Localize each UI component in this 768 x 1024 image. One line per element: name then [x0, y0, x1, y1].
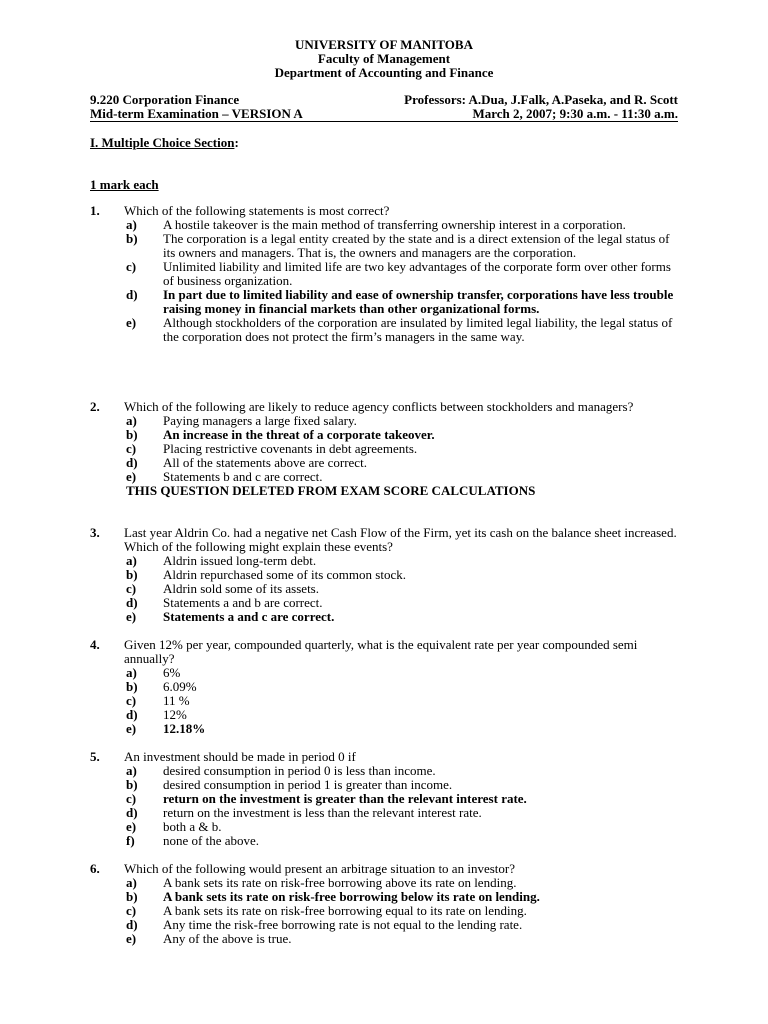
option-d: [90, 596, 690, 610]
question-text: Given 12% per year, compounded quarterly, what is the equivalent rate per year compounded semi annually?: [124, 637, 638, 666]
option-label: c): [126, 441, 137, 456]
option-a: [90, 666, 690, 680]
option-label: b): [126, 427, 138, 442]
option-label: e): [126, 931, 137, 946]
option-label: a): [126, 553, 137, 568]
option-c: [90, 442, 690, 456]
question-number: 3.: [90, 525, 100, 540]
question-5: [90, 750, 690, 848]
section-title-text: I. Multiple Choice Section: [90, 135, 235, 150]
option-text: Aldrin repurchased some of its common stock.: [163, 567, 406, 582]
option-text: All of the statements above are correct.: [163, 455, 367, 470]
option-text: desired consumption in period 1 is greater than income.: [163, 777, 453, 792]
option-text: return on the investment is less than the relevant interest rate.: [163, 805, 482, 820]
option-c: [90, 260, 690, 288]
option-text: return on the investment is greater than the relevant interest rate.: [163, 791, 527, 806]
option-text: Statements a and b are correct.: [163, 595, 323, 610]
option-text: none of the above.: [163, 833, 260, 848]
question-text: Last year Aldrin Co. had a negative net Cash Flow of the Firm, yet its cash on the balance sheet increased. Which of the following might explain these events?: [124, 525, 677, 554]
option-text: 12%: [163, 707, 187, 722]
question-6: [90, 862, 690, 946]
section-title: [90, 136, 239, 150]
option-text: A bank sets its rate on risk-free borrowing above its rate on lending.: [163, 875, 517, 890]
option-text: A bank sets its rate on risk-free borrowing equal to its rate on lending.: [163, 903, 527, 918]
option-text: A hostile takeover is the main method of transferring ownership interest in a corporation.: [163, 217, 626, 232]
option-text: The corporation is a legal entity created by the state and is a direct extension of the legal status of its owners and managers. That is, the owners and managers are the corporation.: [163, 231, 670, 260]
option-text: Any of the above is true.: [163, 931, 292, 946]
option-label: d): [126, 287, 138, 302]
option-b: [90, 568, 690, 582]
option-a: [90, 876, 690, 890]
option-label: c): [126, 581, 137, 596]
option-d-correct: [90, 288, 690, 316]
question-number: 5.: [90, 749, 100, 764]
question-4: [90, 638, 690, 736]
option-text: 11 %: [163, 693, 190, 708]
option-a: [90, 764, 690, 778]
question-number: 2.: [90, 399, 100, 414]
option-c: [90, 904, 690, 918]
question-number: 1.: [90, 203, 100, 218]
option-text: Aldrin issued long-term debt.: [163, 553, 317, 568]
option-label: a): [126, 665, 137, 680]
option-label: d): [126, 805, 138, 820]
option-b-correct: [90, 428, 690, 442]
exam-date: March 2, 2007; 9:30 a.m. - 11:30 a.m.: [472, 106, 678, 121]
option-label: e): [126, 469, 137, 484]
professors-line: Professors: A.Dua, J.Falk, A.Paseka, and R. Scott: [404, 92, 678, 107]
option-b: [90, 778, 690, 792]
option-text: Statements a and c are correct.: [163, 609, 335, 624]
option-d: [90, 708, 690, 722]
option-a: [90, 218, 690, 232]
option-text: both a & b.: [163, 819, 222, 834]
option-label: a): [126, 217, 137, 232]
question-text: Which of the following would present an arbitrage situation to an investor?: [124, 861, 515, 876]
option-label: e): [126, 315, 137, 330]
option-label: a): [126, 875, 137, 890]
question-number: 6.: [90, 861, 100, 876]
option-label: c): [126, 259, 137, 274]
question-3: [90, 526, 690, 624]
option-d: [90, 918, 690, 932]
option-d: [90, 456, 690, 470]
section-title-colon: :: [234, 135, 239, 150]
option-text: An increase in the threat of a corporate takeover.: [163, 427, 435, 442]
option-d: [90, 806, 690, 820]
option-label: a): [126, 763, 137, 778]
option-label: c): [126, 791, 137, 806]
option-label: d): [126, 455, 138, 470]
department-name: Department of Accounting and Finance: [274, 65, 494, 80]
option-text: Placing restrictive covenants in debt agreements.: [163, 441, 418, 456]
option-text: In part due to limited liability and ease of ownership transfer, corporations have less trouble raising money in financial markets than other organizational forms.: [163, 287, 674, 316]
option-b: [90, 232, 690, 260]
marks-note: 1 mark each: [90, 177, 159, 192]
option-label: e): [126, 609, 137, 624]
option-label: d): [126, 595, 138, 610]
option-text: A bank sets its rate on risk-free borrowing below its rate on lending.: [163, 889, 540, 904]
option-label: b): [126, 889, 138, 904]
option-c-correct: [90, 792, 690, 806]
option-label: c): [126, 693, 137, 708]
option-label: b): [126, 567, 138, 582]
faculty-name: Faculty of Management: [317, 51, 451, 66]
option-b-correct: [90, 890, 690, 904]
option-label: b): [126, 777, 138, 792]
option-label: b): [126, 679, 138, 694]
question-text: An investment should be made in period 0 if: [124, 749, 356, 764]
exam-title: Mid-term Examination – VERSION A: [90, 106, 303, 121]
option-e: [90, 820, 690, 834]
option-a: [90, 414, 690, 428]
option-label: d): [126, 917, 138, 932]
option-label: c): [126, 903, 137, 918]
option-c: [90, 582, 690, 596]
option-e-correct: [90, 722, 690, 736]
option-text: Any time the risk-free borrowing rate is not equal to the lending rate.: [163, 917, 523, 932]
university-name: UNIVERSITY OF MANITOBA: [295, 37, 473, 52]
option-e: [90, 470, 690, 484]
option-text: 6%: [163, 665, 181, 680]
option-text: Statements b and c are correct.: [163, 469, 323, 484]
question-1: [90, 204, 690, 344]
option-text: Aldrin sold some of its assets.: [163, 581, 319, 596]
option-f: [90, 834, 690, 848]
option-text: desired consumption in period 0 is less than income.: [163, 763, 436, 778]
option-text: Paying managers a large fixed salary.: [163, 413, 357, 428]
option-label: d): [126, 707, 138, 722]
question-text: Which of the following are likely to reduce agency conflicts between stockholders and managers?: [124, 399, 634, 414]
option-b: [90, 680, 690, 694]
option-text: 6.09%: [163, 679, 197, 694]
option-c: [90, 694, 690, 708]
option-text: 12.18%: [163, 721, 206, 736]
option-text: Although stockholders of the corporation are insulated by limited legal liability, the legal status of the corporation does not protect the firm’s managers in the same way.: [163, 315, 673, 344]
option-label: a): [126, 413, 137, 428]
question-number: 4.: [90, 637, 100, 652]
deleted-question-note: THIS QUESTION DELETED FROM EXAM SCORE CALCULATIONS: [126, 483, 536, 498]
option-label: e): [126, 721, 137, 736]
option-a: [90, 554, 690, 568]
question-2: [90, 400, 690, 498]
option-label: f): [126, 833, 135, 848]
course-title: 9.220 Corporation Finance: [90, 92, 240, 107]
question-text: Which of the following statements is most correct?: [124, 203, 390, 218]
option-label: b): [126, 231, 138, 246]
option-label: e): [126, 819, 137, 834]
option-text: Unlimited liability and limited life are two key advantages of the corporate form over other forms of business organization.: [163, 259, 671, 288]
option-e: [90, 932, 690, 946]
option-e-correct: [90, 610, 690, 624]
header-rule: [90, 121, 678, 122]
option-e: [90, 316, 690, 344]
